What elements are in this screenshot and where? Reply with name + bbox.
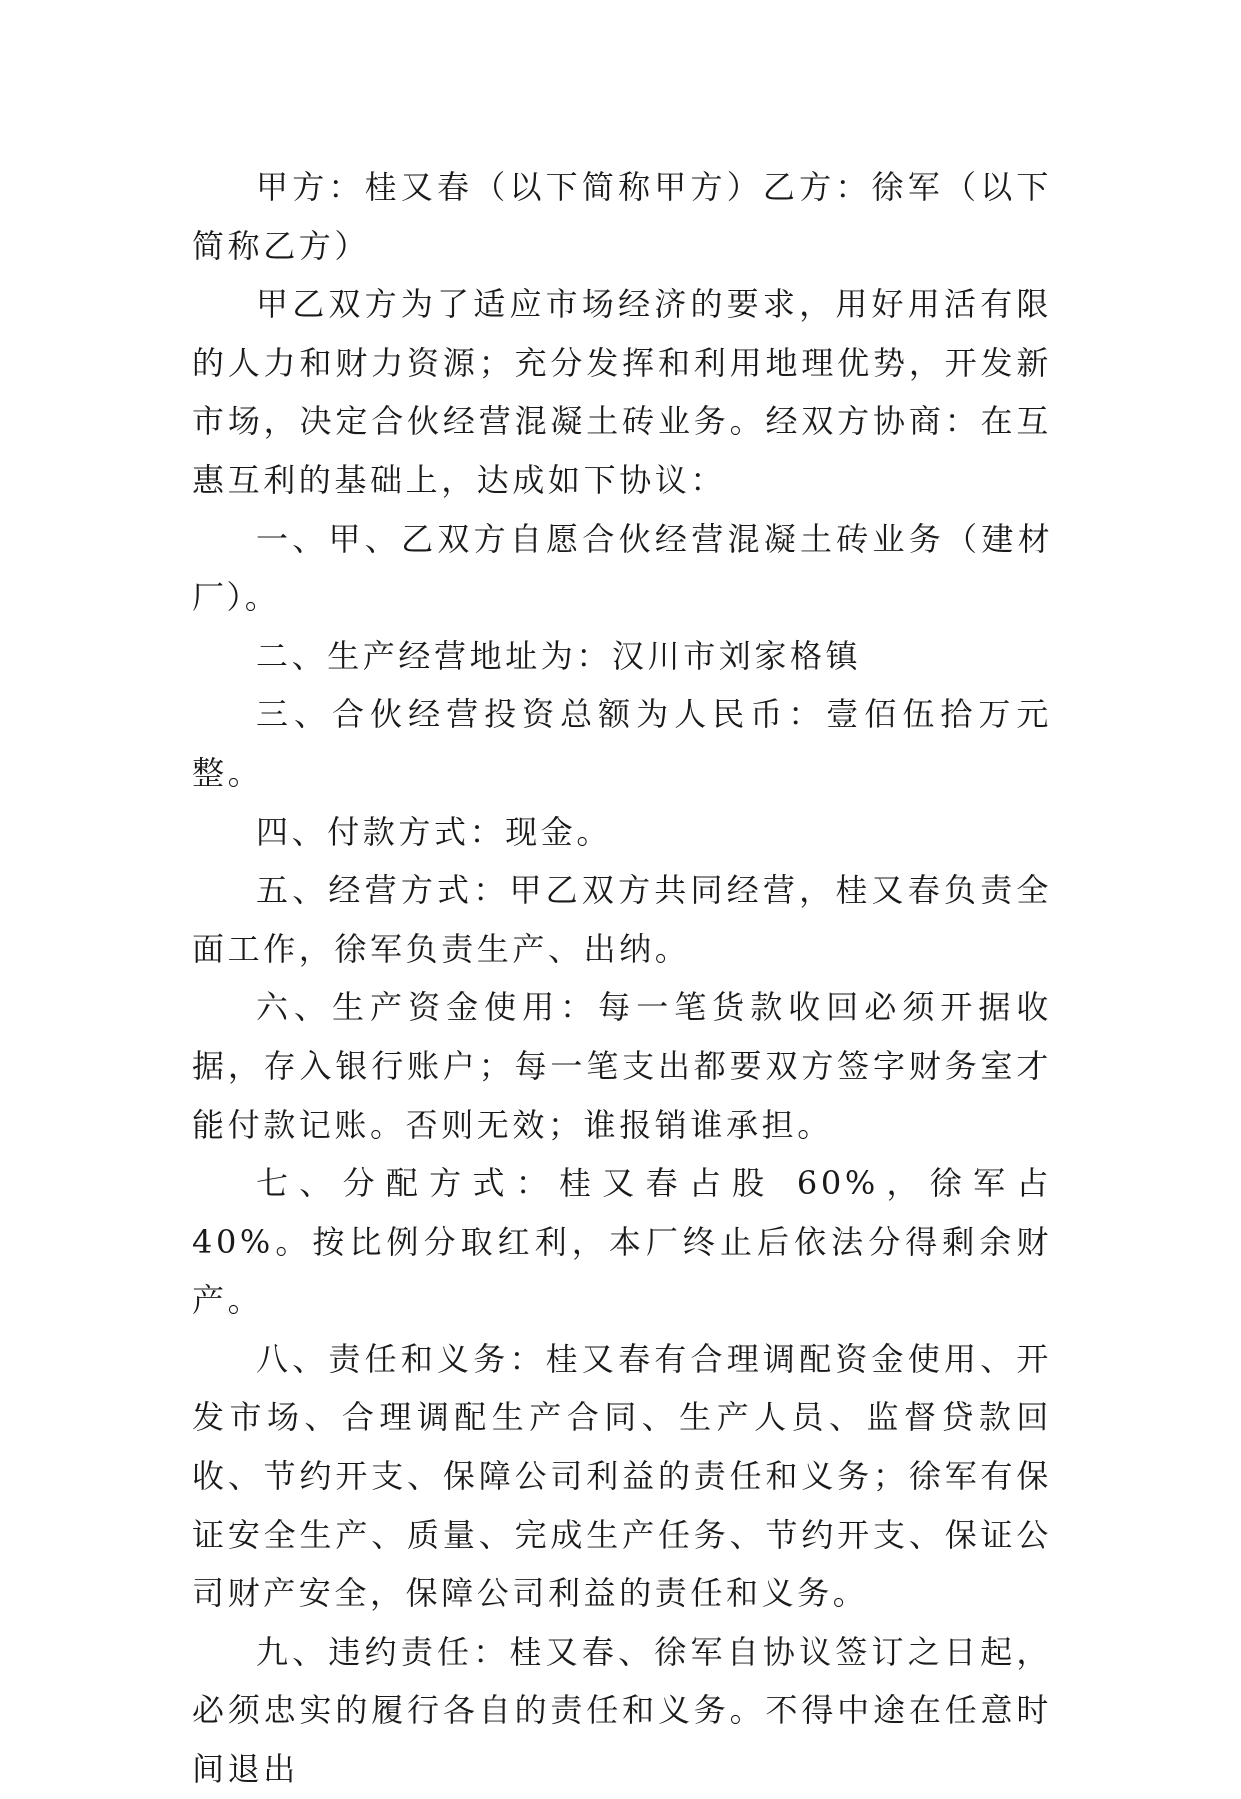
clause-1: 一、甲、乙双方自愿合伙经营混凝土砖业务（建材厂）。 [192, 519, 1052, 617]
document-body [192, 158, 1052, 1799]
clause-5: 五、经营方式：甲乙双方共同经营，桂又春负责全面工作，徐军负责生产、出纳。 [192, 871, 1052, 968]
paragraph-parties: 甲方：桂又春（以下简称甲方）乙方：徐军（以下简称乙方） [192, 168, 1052, 265]
paragraph-preamble: 甲乙双方为了适应市场经济的要求，用好用活有限的人力和财力资源；充分发挥和利用地理优势，开发新市场，决定合伙经营混凝土砖业务。经双方协商：在互惠互利的基础上，达成如下协议： [192, 285, 1052, 499]
clause-2: 二、生产经营地址为：汉川市刘家格镇 [256, 636, 862, 675]
clause-8: 八、责任和义务：桂又春有合理调配资金使用、开发市场、合理调配生产合同、生产人员、监督贷款回收、节约开支、保障公司利益的责任和义务；徐军有保证安全生产、质量、完成生产任务、节约开支、保证公司财产安全，保障公司利益的责任和义务。 [192, 1339, 1052, 1613]
clause-7: 七、分配方式：桂又春占股 60%，徐军占 40%。按比例分取红利，本厂终止后依法分得剩余财产。 [192, 1164, 1052, 1320]
clause-6: 六、生产资金使用：每一笔货款收回必须开据收据，存入银行账户；每一笔支出都要双方签字财务室才能付款记账。否则无效；谁报销谁承担。 [192, 988, 1052, 1144]
clause-4: 四、付款方式：现金。 [256, 812, 613, 851]
clause-3: 三、合伙经营投资总额为人民币：壹佰伍拾万元整。 [192, 695, 1052, 792]
clause-9: 九、违约责任：桂又春、徐军自协议签订之日起，必须忠实的履行各自的责任和义务。不得中途在任意时间退出 [192, 1632, 1052, 1789]
